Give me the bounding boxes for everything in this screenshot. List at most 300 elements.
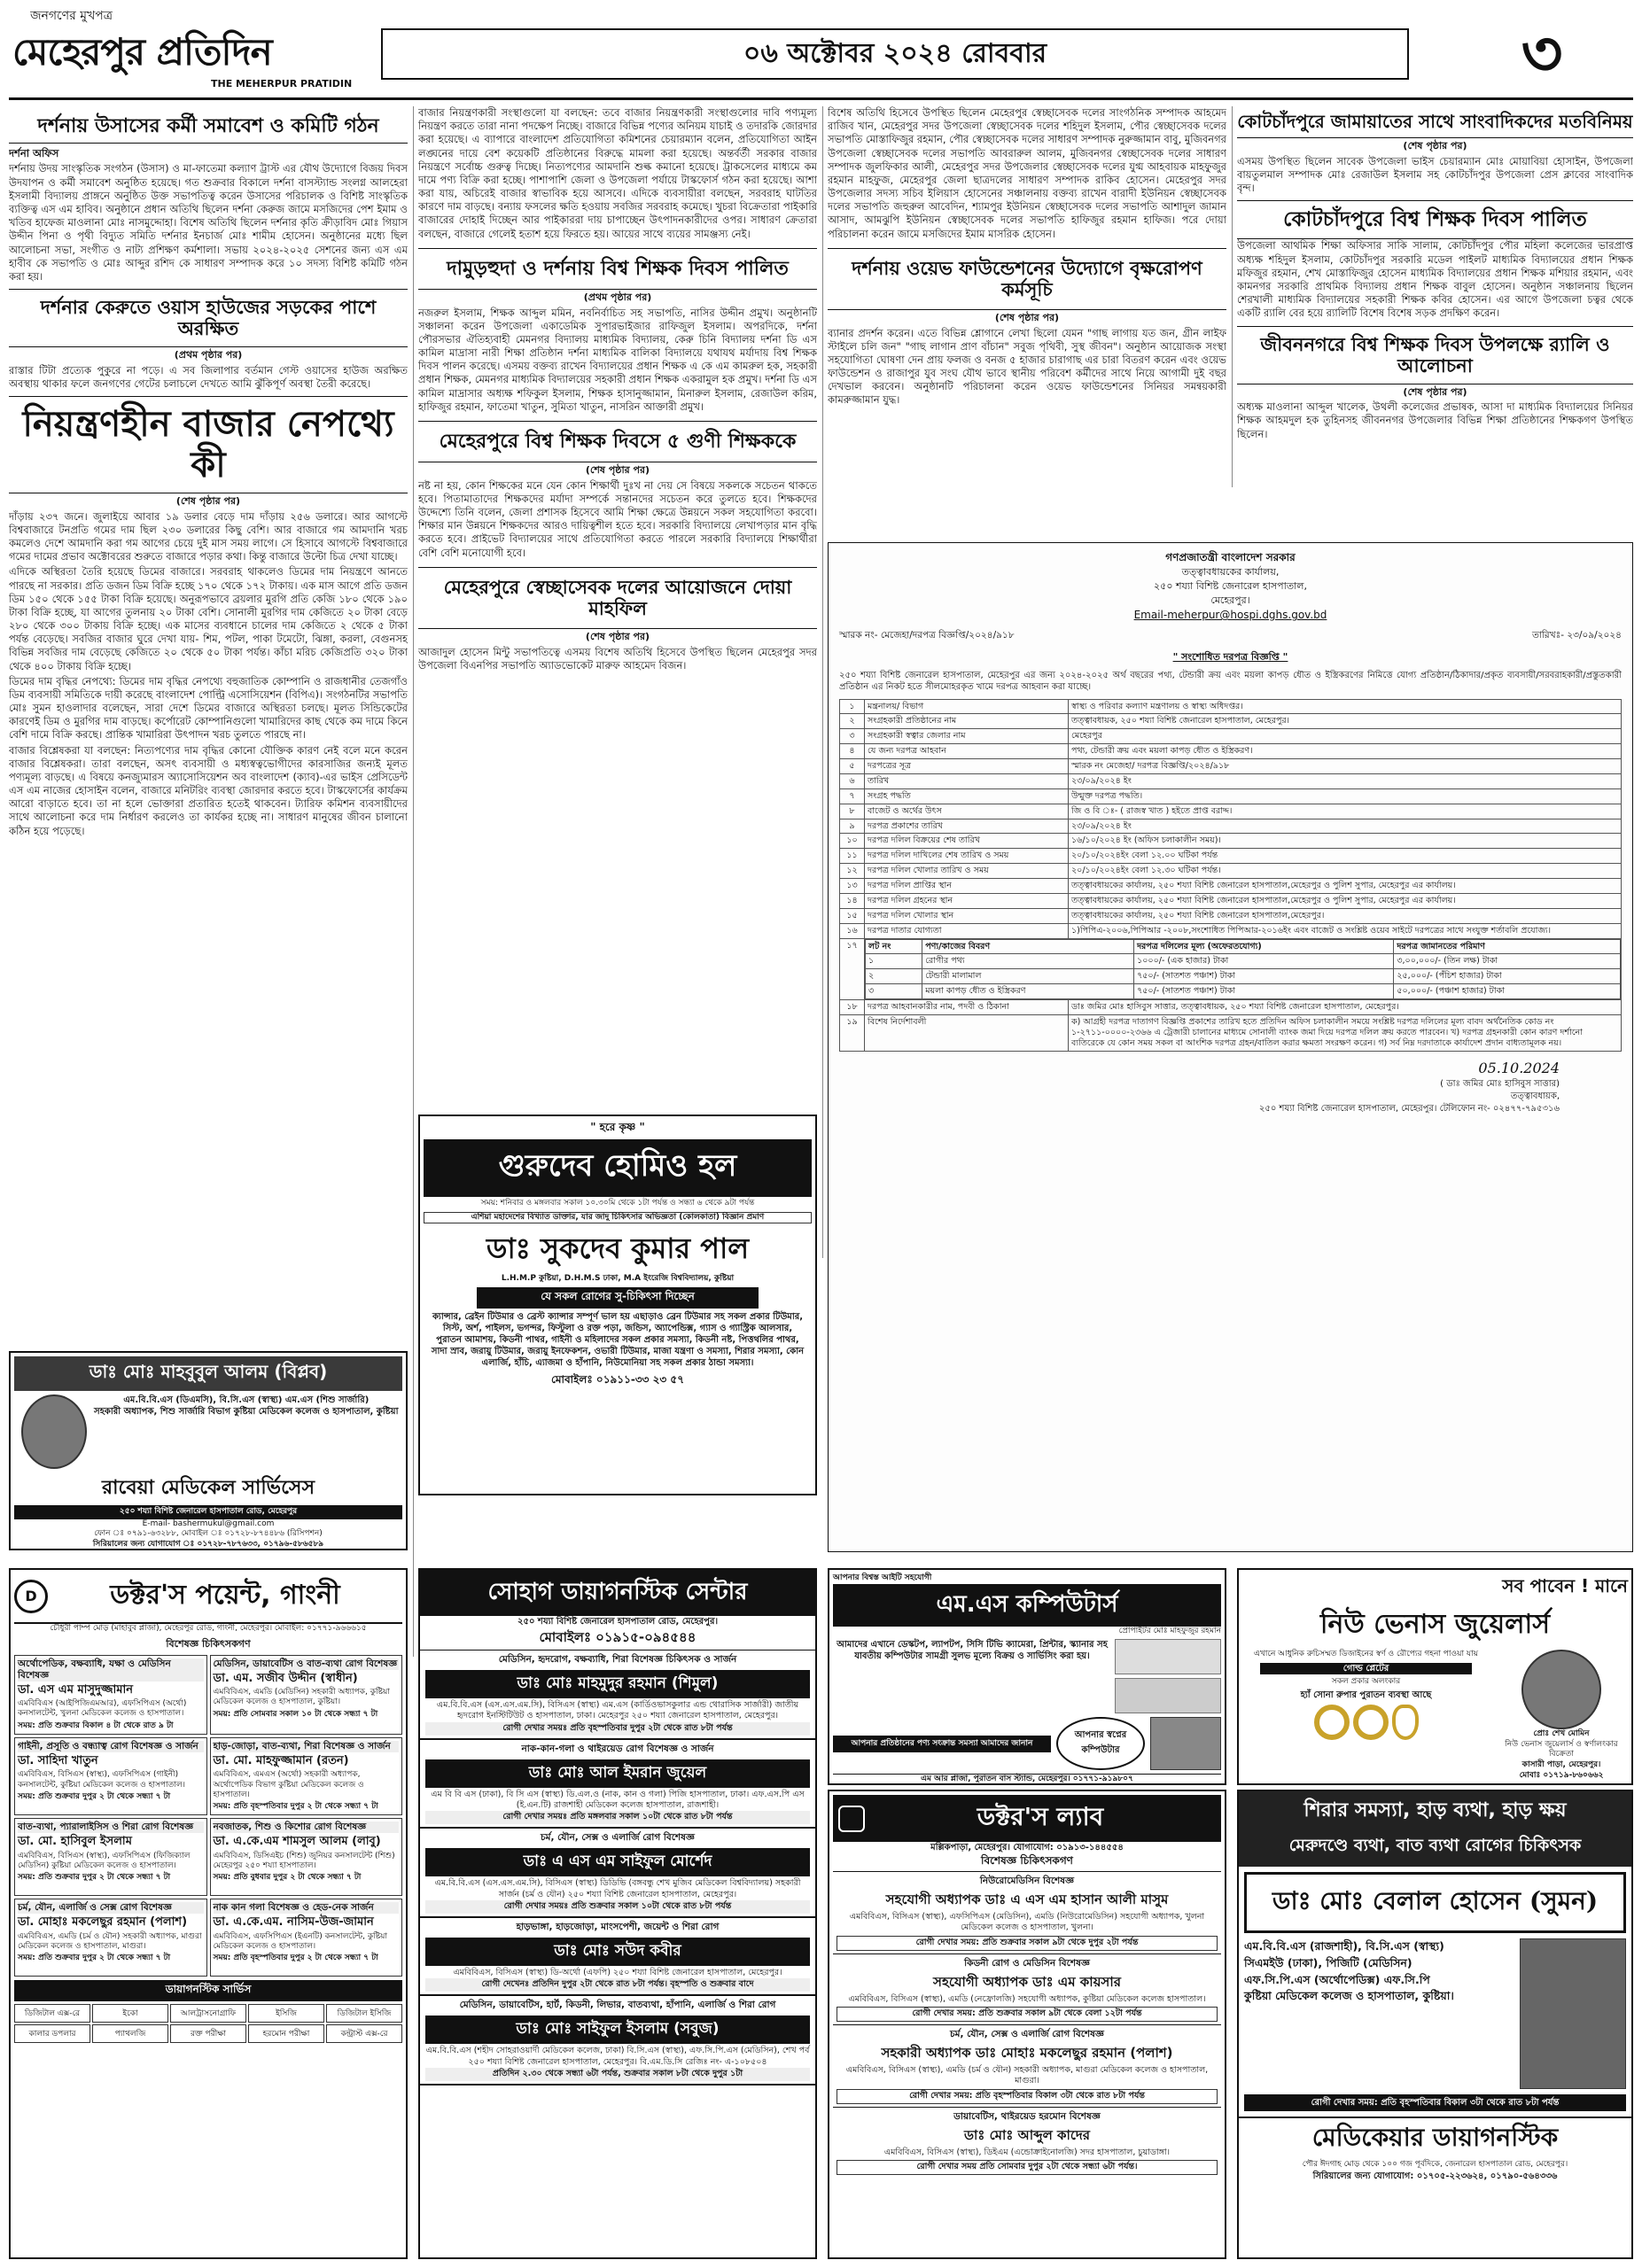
doctor-degree: এমবিবিএস, বিসিএস (স্বাস্থ্য), এফসিপিএস (গাইনী) কনসালটেন্ট, কুষ্টিয়া মেডিকেল কলেজ ও হাসপাতাল। bbox=[18, 1770, 185, 1790]
doctor-card bbox=[14, 1899, 207, 1977]
row-label: দরপত্র আহবানকারীর নাম, পদবী ও ঠিকানা bbox=[865, 1000, 1069, 1015]
table-row bbox=[840, 819, 1622, 834]
row-value: তত্ত্বাবধায়কের কার্যালয়, ২৫০ শয্যা বিশিষ্ট জেনারেল হাসপাতাল,মেহেরপুর। bbox=[1069, 908, 1622, 923]
doctor-timing: সময়: প্রতি শুক্রবার দুপুর ২ টা থেকে সন্ধ্যা ৭ টা bbox=[18, 1953, 171, 1963]
notice-intro: ২৫০ শয্যা বিশিষ্ট জেনারেল হাসপাতাল, মেহেরপুর এর জন্য ২০২৪-২০২৫ অর্থ বছরের পথ্য, টেন্ডারী ক্রয় এবং ময়লা কাপড় ধৌত ও ইস্ত্রিকরণের নিমিত্তে যোগ্য প্রতিষ্ঠান/ঠিকাদার/প্রকৃত ব্যবসায়ী/সরবরাহকারী/প্রস্তুতকারী প্রতিষ্ঠান এর নিকট হতে সীলমোহরকৃত খামে দরপত্র আহবান করা যাচ্ছে। bbox=[839, 670, 1622, 693]
ad-doctor-degree: L.H.M.P কুষ্টিয়া, D.H.M.S ঢাকা, M.A ইংরেজি বিশ্ববিদ্যালয়, কুষ্টিয়া bbox=[501, 1274, 735, 1284]
doctor-name: ডা. মো. মাহফুজ্জামান (রতন) bbox=[213, 1754, 349, 1768]
doctor-timing: সময়: প্রতি শুক্রবার দুপুর ২ টা থেকে সন্ধ্যা ৭ টা bbox=[18, 1873, 171, 1883]
row-value: পথ্য, টেন্ডারী ক্রয় এবং ময়লা কাপড় ধৌত ও ইস্ত্রিকরণ। bbox=[1069, 744, 1622, 759]
row-label: দরপত্র প্রকাশের তারিখ bbox=[865, 819, 1069, 834]
doctor-specialty: চর্ম, যৌন, সেক্স ও এলার্জি রোগ বিশেষজ্ঞ bbox=[950, 2029, 1104, 2040]
doctor-degree: এম.বি.বি.এস (এস.এস.এম.সি), বিসিএস (স্বাস্থ্য) এম.এস (কার্ডিওভাসকুলার এন্ড থোরাসিক সার্জারী) জাতীয় হৃদরোগ ইনস্টিটিউট ও হাসপাতাল, ঢাকা। মেহেরপুর ২৫০ শয্যা জেনারেল হাসপাতাল, মেহেরপুর। bbox=[436, 1700, 799, 1721]
row-label: যে জন্য দরপত্র আহবান bbox=[865, 744, 1069, 759]
notice-email[interactable]: Email-meherpur@hospi.dghs.gov.bd bbox=[1133, 609, 1327, 622]
ad-doctors-lab[interactable] bbox=[828, 1790, 1226, 2259]
tender-notice bbox=[828, 542, 1633, 1552]
table-row bbox=[840, 938, 1622, 1000]
doctor-card bbox=[420, 1996, 815, 2085]
doctors-point-logo-icon: D bbox=[14, 1580, 48, 1613]
table-cell: ৭৫০/- (সাতশত পঞ্চাশ) টাকা bbox=[1134, 984, 1394, 999]
table-cell: ৩,০০,০০০/- (তিন লক্ষ) টাকা bbox=[1394, 954, 1621, 969]
ad-subtitle: বিশেষজ্ঞ চিকিৎসকগণ bbox=[981, 1854, 1073, 1867]
row-number: ১ bbox=[840, 699, 865, 714]
row-value: তত্ত্বাবধায়কের কার্যালয়, ২৫০ শয্যা বিশিষ্ট জেনারেল হাসপাতাল,মেহেরপুর ও পুলিশ সুপার, মেহেরপুর এর কার্যালয়। bbox=[1069, 879, 1622, 894]
table-cell: ১ bbox=[866, 954, 922, 969]
article-body: রাস্তার টিটা প্রত্যেক পুকুরে না পড়ে। এ সব জিলাপার বর্তমান গেস্ট ওয়াসের হাউজ অরক্ষিত অবস্থায় থাকার ফলে জনগণের গেটের চলাচলে দেখতে আমি ঝুঁকিপূর্ণ অবস্থা তৈরী করেছে। bbox=[9, 363, 408, 390]
computer-icon bbox=[1150, 1717, 1221, 1770]
items-table bbox=[865, 939, 1621, 1000]
doctor-timing: রোগী দেখার সময়ঃ প্রতি শুক্রবার সকাল ১০টা থেকে রাত ৮টা পর্যন্ত bbox=[425, 1900, 810, 1914]
owner-photo bbox=[1521, 1650, 1601, 1729]
row-value: তত্ত্বাবধায়ক, ২৫০ শয্যা বিশিষ্ট জেনারেল হাসপাতাল, মেহেরপুর। bbox=[1069, 714, 1622, 729]
row-number: ৮ bbox=[840, 804, 865, 819]
table-row bbox=[866, 969, 1621, 984]
ad-description: এখানে আধুনিক রুচিসম্মত ডিজাইনের স্বর্ণ ও রৌপ্যের গহনা পাওয়া যায় bbox=[1253, 1650, 1479, 1658]
row-number: ৬ bbox=[840, 773, 865, 788]
headline-kotchandpur-teachers-day[interactable]: কোটচাঁদপুরে বিশ্ব শিক্ষক দিবস পালিত bbox=[1237, 200, 1633, 239]
table-cell: ২ bbox=[866, 969, 922, 984]
column-3 bbox=[828, 106, 1226, 540]
row-label: দরপত্র দলিল খোলার তারিখ ও সময় bbox=[865, 864, 1069, 879]
article-body: নজরুল ইসলাম, শিক্ষক আব্দুল মমিন, নবনির্বাচিত সহ সভাপতি, নাসির উদ্দীন প্রমুখ। অনুষ্ঠানটি সঞ্চালনা করেন উপজেলা একাডেমিক সুপারভাইজার রাফিজুল ইসলাম। অপরদিকে, দর্শনা পৌরসভার ঐতিহ্যবাহী মেমনগর বিদ্যালয় মাধ্যমিক বিদ্যালয়, কেরু চিনি বিদ্যালয় দর্শনা ডি এস কামিল মাদ্রাসা নারী শিক্ষা প্রতিষ্ঠান দর্শনা মাধ্যমিক বালিকা বিদ্যালয়ে যথাযথ মর্যাদায় বিশ্ব শিক্ষক দিবস পালন করেছে। এসময় বক্তব্য রাখেন বিদ্যালয়ের প্রধান শিক্ষক এ কে এম কামরুল হক, সহকারী প্রধান শিক্ষক, মেমনগর মাধ্যমিক বিদ্যালয়ের সহকারী প্রধান শিক্ষক একরামুল হক প্রমুখ। দর্শনা ডি এস কামিল মাদ্রাসার অধ্যক্ষ শফিকুল ইসলাম, শিক্ষক হাসানুজ্জামান, মিনারুল ইসলাম, রেজাউল করিম, হাফিজুর রহমান, ফাতেমা খাতুন, সুমিতা খাতুন, নাসরিন আক্তারী প্রমুখ। bbox=[418, 306, 817, 413]
column-header: দরপত্র জামানতের পরিমাণ bbox=[1394, 939, 1621, 954]
table-cell: রোগীর পথ্য bbox=[922, 954, 1134, 969]
doctor-timing: সময়: প্রতি শুক্রবার দুপুর ২ টা থেকে সন্ধ্যা ৭ টা bbox=[18, 1791, 171, 1801]
notice-memo-no: স্মারক নং- মেজেহা/দরপত্র বিজ্ঞপ্তি/২০২৪/৯১৮ bbox=[839, 629, 1015, 641]
diagnostic-heading: ডায়াগনস্টিক সার্ভিস bbox=[14, 1980, 402, 2001]
ad-description: আমাদের এখানে ডেস্কটপ, ল্যাপটপ, সিসি টিভি ক্যামেরা, প্রিন্টার, স্ক্যানার সহ যাবতীয় কম্পিউটার সামগ্রী সুলভ মূল্যে বিক্রয় ও সার্ভিসিং করা হয়। bbox=[837, 1640, 1108, 1662]
ad-address: এম আর প্লাজা, পুরাতন বাস স্ট্যান্ড, মেহেরপুর। ০১৭৭১-৯১৯৮০৭ bbox=[833, 1774, 1221, 1785]
doctor-specialty: মেডিসিন, হৃদরোগ, বক্ষব্যাধি, শিরা বিশেষজ্ঞ চিকিৎসক ও সার্জন bbox=[498, 1654, 737, 1665]
doctor-specialty: কিডনী রোগ ও মেডিসিন বিশেষজ্ঞ bbox=[964, 1957, 1090, 1969]
doctor-degree: এমবিবিএস, এমডি (মেডিসিন) সহকারী অধ্যাপক, কুষ্টিয়া মেডিকেল কলেজ ও হাসপাতাল, কুষ্টিয়া। bbox=[213, 1688, 390, 1707]
ad-business-name: ডক্টর'স পয়েন্ট, গাংনী bbox=[110, 1580, 340, 1611]
row-label: দরপত্র দলিল খোলার স্থান bbox=[865, 908, 1069, 923]
masthead-tagline: জনগণের মুখপত্র bbox=[30, 9, 113, 23]
product-icons bbox=[1115, 1639, 1221, 1713]
row-number: ৯ bbox=[840, 819, 865, 834]
doctor-timing: রোগী দেখার সময়ঃ প্রতি বৃহস্পতিবার দুপুর ২টা থেকে রাত ৮টা পর্যন্ত bbox=[425, 1722, 810, 1736]
doctor-specialty: হাড়ভাঙ্গা, হাড়জোড়া, মাংসপেশী, জয়েন্ট ও শিরা রোগ bbox=[516, 1922, 720, 1933]
doctor-card bbox=[210, 1737, 403, 1815]
column-divider bbox=[413, 106, 414, 1657]
doctor-specialty: হাড়-জোড়া, বাত-ব্যথা, শিরা বিশেষজ্ঞ ও সার্জন bbox=[214, 1741, 400, 1752]
bangle-icon bbox=[1314, 1705, 1350, 1740]
ad-center-name: মেডিকেয়ার ডায়াগনস্টিক bbox=[1239, 2117, 1631, 2160]
ad-subheadline: মেরুদণ্ডে ব্যথা, বাত ব্যথা রোগের চিকিৎসক bbox=[1239, 1831, 1631, 1867]
table-row bbox=[840, 804, 1622, 819]
diagnostic-item: রক্ত পরীক্ষা bbox=[170, 2024, 246, 2043]
doctor-timing: রোগী দেখার সময়: প্রতি বৃহস্পতিবার বিকাল ৩টা থেকে রাত ৮টা পর্যন্ত bbox=[837, 2089, 1218, 2104]
row-value: স্বাস্থ্য ও পরিবার কল্যাণ মন্ত্রণালয় ও স্বাস্থ্য অধিদপ্তর। bbox=[1069, 699, 1622, 714]
article-body: দর্শনায় উদয় সাংস্কৃতিক সংগঠন (উসাস) ও মা-ফাতেমা কল্যাণ ট্রাস্ট এর যৌথ উদ্যোগে বিজয় দিবস উদযাপন ও কর্মী সমাবেশ অনুষ্ঠিত হয়েছে। গত শুক্রবার বিকালে দর্শনা বাসস্ট্যান্ড সংলগ্ন আলহেরা ইসলামী বিদ্যালয় প্রাঙ্গনে অনুষ্ঠিত উক্ত সভাপতিত্ব করেন উসাসের পরিচালক ও বিশিষ্ট সাংস্কৃতিক ব্যক্তিত্ব এস এম হাবিব। অনুষ্ঠানে প্রধান অতিথি ছিলেন দর্শনা কেরুজ জামে মসজিদের পেশ ইমাম ও খতিব হাফেজ মাওলানা মোঃ নাসমুদ্দোহা। বিশেষ অতিথি ছিলেন দর্শনার কৃতি ক্রীড়াবিদ মোঃ গিয়াস উদ্দীন পিনা ও পৃথী বিদ্যুত সমিতি দর্শনার ইনচার্জ মোঃ শামীম হোসেন। অনুষ্ঠানের মধ্যে ছিল আলোচনা সভা, সংগীত ও নাট্য প্রশিক্ষণ কর্মশালা। সভায় ২০২৪-২০২৫ সেশনের জন্য এস এম হাবীব কে সভাপতি ও মোঃ আব্দুর রশিদ কে সাধারণ সম্পাদক করে ১০ সদস্য বিশিষ্ট কমিটি গঠন করা হয়। bbox=[9, 162, 408, 283]
ad-ms-computers[interactable] bbox=[828, 1568, 1226, 1785]
table-row bbox=[840, 699, 1622, 714]
doctors-lab-logo-icon bbox=[838, 1806, 865, 1832]
column-4 bbox=[1237, 106, 1633, 496]
ad-subtitle: বিশেষজ্ঞ চিকিৎসকগণ bbox=[166, 1637, 251, 1650]
doctor-name: ডা. এস এম মাসুদুজ্জামান bbox=[18, 1682, 134, 1697]
headline-doa-mahfil[interactable]: মেহেরপুরে স্বেচ্ছাসেবক দলের আয়োজনে দোয়া মাহফিল bbox=[418, 567, 817, 629]
ad-business-name: নিউ ভেনাস জুয়েলার্স bbox=[1319, 1609, 1551, 1640]
table-row bbox=[840, 879, 1622, 894]
headline-keru-wash[interactable]: দর্শনার কেরুতে ওয়াস হাউজের সড়কের পাশে অরক্ষিত bbox=[9, 289, 408, 347]
table-row bbox=[840, 714, 1622, 729]
column-header: পণ্য/কাজের বিবরণ bbox=[922, 939, 1134, 954]
table-row bbox=[840, 744, 1622, 759]
ad-doctors-point[interactable] bbox=[9, 1568, 408, 2259]
row-label: তারিখ bbox=[865, 773, 1069, 788]
notice-title: " সংশোধিত দরপত্র বিজ্ঞপ্তি " bbox=[1172, 650, 1288, 663]
doctor-card bbox=[420, 1651, 815, 1740]
row-value: ১৬/১০/২০২৪ ইং (অফিস চলাকালীন সময়)। bbox=[1069, 834, 1622, 849]
doctor-photo bbox=[1520, 1938, 1626, 2089]
doctor-specialty: নাক কান গলা বিশেষজ্ঞ ও হেড-নেক সার্জন bbox=[214, 1902, 400, 1914]
headline-usas[interactable]: দর্শনায় উসাসের কর্মী সমাবেশ ও কমিটি গঠন bbox=[9, 106, 408, 144]
issue-date: ০৬ অক্টোবর ২০২৪ রোববার bbox=[381, 28, 1409, 80]
row-label: দরপত্র দলিল প্রাপ্তির স্থান bbox=[865, 879, 1069, 894]
doctor-card bbox=[210, 1899, 403, 1977]
table-row bbox=[840, 849, 1622, 864]
doctor-specialty: নবজাতক, শিশু ও কিশোর রোগ বিশেষজ্ঞ bbox=[214, 1821, 400, 1833]
table-cell: ১০০০/- (এক হাজার) টাকা bbox=[1134, 954, 1394, 969]
table-row bbox=[840, 908, 1622, 923]
row-number: ১৯ bbox=[840, 1014, 865, 1051]
ad-phone[interactable]: ফোন ঃ ০৭৯১-৬৩২৮৮, মোবাইল ঃ ০১৭২৮-৮৭৪৪৮৬ (রিসিপশন) bbox=[94, 1529, 323, 1539]
table-cell: ২৫,০০০/- (পঁচিশ হাজার) টাকা bbox=[1394, 969, 1621, 984]
cctv-camera-icon bbox=[1115, 1639, 1221, 1674]
row-value: ২৩/০৯/২০২৪ ইং bbox=[1069, 819, 1622, 834]
doctor-timing: প্রতিদিন ২.৩০ থেকে সন্ধ্যা ৬টা পর্যন্ত, শুক্রবার সকাল ৮টা থেকে দুপুর ১টা bbox=[425, 2068, 810, 2081]
ad-serial[interactable]: সিরিয়ালের জন্য যোগাযোগ: ০১৭০৫-২২৩৬২৪, ০১৭৯০-৫৬৪৩৩৬ bbox=[1312, 2171, 1558, 2181]
column-divider bbox=[1232, 106, 1233, 487]
notice-table bbox=[839, 699, 1622, 1052]
ad-address: মল্লিকপাড়া, মেহেরপুর। যোগাযোগ: ০১৯১৩-১৪৪৫৫৪ bbox=[930, 1843, 1124, 1852]
doctor-degree: এমবিবিএস, এমডি (চর্ম ও যৌন) সহকারী অধ্যাপক, মাগুরা মেডিকেল কলেজ ও হাসপাতাল, মাগুরা। bbox=[18, 1931, 202, 1951]
table-row bbox=[840, 893, 1622, 908]
table-cell: টেন্ডারী মালামাল bbox=[922, 969, 1134, 984]
ad-badge: আপনার প্রতিষ্ঠানের পণ্য সংক্রান্ত সমস্যা আমাদের জানান bbox=[833, 1736, 1051, 1753]
row-number: ১৭ bbox=[840, 938, 865, 1000]
doctor-specialty: চর্ম, যৌন, সেক্স ও এলার্জি রোগ বিশেষজ্ঞ bbox=[541, 1832, 695, 1844]
ad-owner-name: প্রোঃ শেখ মোমিন bbox=[1533, 1729, 1590, 1738]
column-divider bbox=[822, 106, 823, 1258]
jewellery-icons bbox=[1242, 1705, 1490, 1740]
row-number: ২ bbox=[840, 714, 865, 729]
earring-icon bbox=[1392, 1705, 1419, 1740]
ad-tagline: আপনার বিশ্বস্ত আইটি সহযোগী bbox=[833, 1573, 932, 1582]
row-label: দরপত্র দাতার যোগ্যতা bbox=[865, 923, 1069, 938]
doctor-name: ডাঃ মোঃ সাইফুল ইসলাম (সবুজ) bbox=[425, 2016, 810, 2044]
doctor-card bbox=[14, 1818, 207, 1896]
ad-gurudev-homeo[interactable] bbox=[418, 1115, 817, 1495]
ad-timing: সময়: শনিবার ও মঙ্গলবার সকাল ১০.৩০মি থেকে ১টা পর্যন্ত ও সন্ধ্যা ৬ থেকে ৯টা পর্যন্ত bbox=[480, 1199, 755, 1208]
ad-doctor-degree: এম.বি.বি.এস (ডিএমসি), বি.সি.এস (স্বাস্থ্য) এম.এস (শিশু সার্জারি) bbox=[123, 1395, 370, 1405]
ad-address: পৌর ঈদগাহ মোড় থেকে ১০০ গজ পূর্বদিকে, জেনারেল হাসপাতাল রোড, মেহেরপুর। bbox=[1302, 2160, 1568, 2169]
doctor-specialty: বাত-ব্যথা, প্যারালাইসিস ও শিরা রোগ বিশেষজ্ঞ bbox=[18, 1821, 204, 1833]
doctors-grid bbox=[14, 1655, 402, 1977]
doctor-name: ডাঃ এ এস এম সাইফুল মোর্শেদ bbox=[425, 1848, 810, 1876]
article-body: বাজার বিশ্লেষকরা যা বলছেন: নিত্যপণ্যের দাম বৃদ্ধির কোনো যৌক্তিক কারণ নেই বলে মনে করেন বাজার বিশ্লেষকরা। তারা বলছেন, অসৎ ব্যবসায়ী ও মধ্যস্বত্বভোগীদের কারসাজির জন্যই মূলত পণ্যমূল্য বাড়ছে। এ বিষয়ে কনজ্যুমারস অ্যাসোসিয়েশন অব বাংলাদেশ (ক্যাব)-এর ভাইস প্রেসিডেন্ট এস এম নাজের হোসাইন বলেন, বাজারে মনিটরিং ব্যবস্থা জোরদার করতে হবে। টাস্কফোর্সের কার্যক্রম আরো বাড়াতে হবে। তা না হলে ভোক্তারা প্রতারিত হতেই থাকবেন। ট্যারিফ কমিশন ব্যবসায়ীদের সাথে আলোচনা করে দাম নির্ধারণ করলেও তা কার্যকর হচ্ছে না। সাধারণ মানুষের জীবন চালানো কঠিন হয়ে পড়েছে। bbox=[9, 743, 408, 837]
continuation-note: (শেষ পৃষ্ঠার পর) bbox=[585, 631, 650, 643]
items-header bbox=[866, 939, 1621, 954]
notice-office: তত্ত্বাবধায়কের কার্যালয়, bbox=[1181, 566, 1280, 579]
ad-doctor-name: ডাঃ মোঃ বেলাল হোসেন (সুমন) bbox=[1244, 1872, 1626, 1933]
row-label: মন্ত্রনালয়/ বিভাগ bbox=[865, 699, 1069, 714]
ad-address: কাসারী পাড়া, মেহেরপুর। bbox=[1521, 1760, 1601, 1770]
dateline: দর্শনা অফিস bbox=[9, 147, 59, 160]
row-value: ডাঃ জমির মোঃ হাসিবুস সাত্তার, তত্ত্বাবধায়ক, ২৫০ শয্যা বিশিষ্ট জেনারেল হাসপাতাল, মেহেরপুর। bbox=[1069, 1000, 1622, 1015]
doctor-name: ডা. এম. সজীব উদ্দীন (স্বাধীন) bbox=[213, 1671, 358, 1685]
row-value: তত্ত্বাবধায়কের কার্যালয়, ২৫০ শয্যা বিশিষ্ট জেনারেল হাসপাতাল,মেহেরপুর ও পুলিশ সুপার, মেহেরপুর এর কার্যালয়। bbox=[1069, 893, 1622, 908]
page-number: ৩ bbox=[1521, 16, 1563, 90]
ad-phone[interactable]: মোবাইলঃ ০১৯১৫-০৯৪৫৪৪ bbox=[420, 1627, 815, 1651]
ad-phone[interactable]: মোবাইলঃ ০১৯১১-৩৩ ২৩ ৫৭ bbox=[550, 1373, 684, 1386]
row-number: ৪ bbox=[840, 744, 865, 759]
row-value: ২০/১০/২০২৪ইং বেলা ১২.৩০ ঘটিকা পর্যন্ত। bbox=[1069, 864, 1622, 879]
table-row bbox=[840, 923, 1622, 938]
doctor-timing: রোগী দেখেনঃ প্রতিদিন দুপুর ২টা থেকে রাত ৮টা পর্যন্ত। বৃহস্পতি ও শুক্রবার বাদে bbox=[425, 1978, 810, 1992]
signatory-title: তত্ত্বাবধায়ক, bbox=[1510, 1091, 1560, 1101]
table-cell: ৫০,০০০/- (পঞ্চাশ হাজার) টাকা bbox=[1394, 984, 1621, 999]
doctor-timing: সময়: প্রতি বৃহস্পতিবার দুপুর ২ টা থেকে সন্ধ্যা ৭ টা bbox=[213, 1802, 378, 1812]
notice-memo-date: তারিখঃ- ২৩/০৯/২০২৪ bbox=[1532, 629, 1622, 641]
headline-meherpur-teachers[interactable]: মেহেরপুরে বিশ্ব শিক্ষক দিবসে ৫ গুণী শিক্ষককে bbox=[418, 421, 817, 462]
table-row bbox=[840, 759, 1622, 774]
ad-new-venus-jewellers[interactable] bbox=[1237, 1568, 1633, 1785]
ad-medicare-diagnostic[interactable] bbox=[1237, 1790, 1633, 2259]
table-row bbox=[866, 954, 1621, 969]
doctor-name: ডা. মো. হাসিবুল ইসলাম bbox=[18, 1835, 132, 1849]
doctor-name: ডা. সাহিদা খাতুন bbox=[18, 1754, 98, 1768]
diagnostic-item: হরমোন পরীক্ষা bbox=[248, 2024, 324, 2043]
row-value: জি ও বি ঃ- ( রাজস্ব খাত ) হইতে প্রাপ্ত বরাদ্দ। bbox=[1069, 804, 1622, 819]
ad-sohag-diagnostic[interactable] bbox=[418, 1568, 817, 2259]
doctor-timing: সময়: প্রতি সোমবার সকাল ১০ টা থেকে সন্ধ্যা ৭ টা bbox=[213, 1709, 378, 1719]
article-body: ডিমের দাম বৃদ্ধির নেপথ্যে: ডিমের দাম বৃদ্ধির নেপথ্যে বহুজাতিক কোম্পানি ও রাজধানীর তেজগাঁও ডিম ব্যবসায়ী সমিতিকে দায়ী করেছে বাংলাদেশ পোল্ট্রি এসোসিয়েশন (বিপিএ)। সংগঠনটির সভাপতি মোঃ সুমন হাওলাদার বলেছেন, সারা দেশে ডিমের বাজারে অস্থিরতা চলছে। মূলত সিন্ডিকেটের কারণেই ডিম ও মুরগির দাম বাড়ছে। কর্পোরেট কোম্পানিগুলো খামারিদের কাছ থেকে কম দামে কিনে বেশি দামে বিক্রি করছে। প্রান্তিক খামারিরা উৎপাদন খরচ তুলতে পারছে না। bbox=[9, 674, 408, 742]
row-label: দরপত্র দলিল দাখিলের শেষ তারিখ ও সময় bbox=[865, 849, 1069, 864]
signatory-name: ( ডাঃ জমির মোঃ হাসিবুস সাত্তার) bbox=[1440, 1078, 1560, 1089]
ad-claim: এশিয়া মহাদেশের বিখ্যাত ডাক্তার, যার জাদু চিকিৎসার অভিজ্ঞতা (কোলকাতা) বিজ্ঞান প্রমাণ bbox=[424, 1212, 812, 1224]
ad-specialties-heading: যে সকল রোগের সু-চিকিৎসা দিচ্ছেন bbox=[477, 1287, 759, 1309]
doctor-degree: এমবিবিএস, এফসিপিএস (ইএনটি) কনসালটেন্ট, কুষ্টিয়া মেডিকেল কলেজ ও হাসপাতাল। bbox=[213, 1931, 387, 1951]
doctor-card bbox=[210, 1655, 403, 1735]
doctor-photo bbox=[21, 1394, 87, 1469]
doctor-name: ডাঃ মোঃ সউদ কবীর bbox=[425, 1938, 810, 1966]
ad-address: চৌধুরী পাম্প মোড় (মাহাবুব প্লাজা), মেহেরপুর রোড, গাংনী, মেহেরপুর। মোবাইল: ০১৭৭১-৯৬৬৬১৫ bbox=[50, 1624, 367, 1633]
ad-doctor-degree: এফ.সি.পি.এস (অর্থোপেডিক্স) এফ.সি.পি bbox=[1244, 1972, 1430, 1986]
doctor-card bbox=[833, 1871, 1221, 1953]
continuation-note: (শেষ পৃষ্ঠার পর) bbox=[1403, 140, 1467, 151]
doctor-card bbox=[14, 1655, 207, 1735]
doctor-specialty: নাক-কান-গলা ও থাইরয়েড রোগ বিশেষজ্ঞ ও সার্জন bbox=[521, 1743, 714, 1754]
article-body: বিশেষ অতিথি হিসেবে উপস্থিত ছিলেন মেহেরপুর স্বেচ্ছাসেবক দলের সাংগঠনিক সম্পাদক আহমেদ রাজিব খান, মেহেরপুর সদর উপজেলা স্বেচ্ছাসেবক দলের শহিদুল ইসলাম, পৌর স্বেচ্ছাসেবক দলের সভাপতি মোস্তাফিজুর রহমান, পৌর স্বেচ্ছাসেবক দলের সাধারণ সম্পাদক নুরুজ্জামান বাবু, মুজিবনগর উপজেলা স্বেচ্ছাসেবক দলের সভাপতি আবরারুল আলম, মুজিবনগর স্বেচ্ছাসেবক দলের সাধারণ সম্পাদক জুলফিকার আলী, মেহেরপুর সদর উপজেলার স্বেচ্ছাসেবক দলের যুগ্ম আহবায়ক মাহফুজুর রহমান মাহফুজ, মেহেরপুর জেলা ছাত্রদলের সাধারণ সম্পাদক রাকিব হোসেন। মেহেরপুর সদর উপজেলার সদস্য সচিব ইলিয়াস হোসেনের সঞ্চালনায় বক্তব্য রাখেন বারাদী ইউনিয়ন স্বেচ্ছাসেবক দলের সভাপতি জহুরুল আবেদিন, শ্যামপুর ইউনিয়ন স্বেচ্ছাসেবক দলের সভাপতি আশাদুল জামান আসাদ, আমঝুপি ইউনিয়ন স্বেচ্ছাসেবক দলের সভাপতি হাফিজুর রহমান হাফিজ। পরে দোয়া পরিচালনা করেন জামে মসজিদের ইমাম মাসরিক হোসেন। bbox=[828, 106, 1226, 240]
article-body: অধ্যক্ষ মাওলানা আব্দুল খালেক, উথলী কলেজের প্রভাষক, আসা দা মাধ্যমিক বিদ্যালয়ের সিনিয়র শিক্ষক আহমদুল হক তুহিনসহ জীবননগর উপজেলার বিভিন্ন শিক্ষা প্রতিষ্ঠানের শিক্ষকগণ উপস্থিত ছিলেন। bbox=[1237, 400, 1633, 440]
doctor-degree: এম বি বি এস (ঢাকা), বি সি এস (স্বাস্থ্য) ডি.এল.ও (নাক, কান ও গলা) পিজি হাসপাতাল, ঢাকা। এফ.এস.পি এস (ই.এন.টি) রাজশাহী মেডিকেল কলেজ হাসপাতাল, রাজশাহী। bbox=[431, 1789, 805, 1811]
headline-uncontrolled-market[interactable]: নিয়ন্ত্রণহীন বাজার নেপথ্যে কী bbox=[9, 396, 408, 493]
continuation-note: (শেষ পৃষ্ঠার পর) bbox=[585, 464, 650, 477]
doctor-name: ডা. এ.কে.এম. নাসিম-উজ-জামান bbox=[213, 1915, 374, 1930]
diagnostic-item: ইসিজি bbox=[248, 2004, 324, 2023]
ad-tagline: সব পাবেন ! মানে bbox=[1502, 1575, 1628, 1596]
diagnostic-item: ডিজিটাল এক্স-রে bbox=[14, 2004, 90, 2023]
ad-offer: হ্যাঁ সোনা রুপার পুরাতন ব্যবস্থা আছে bbox=[1300, 1690, 1432, 1701]
doctor-timing: রোগী দেখার সময়ঃ প্রতি মঙ্গলবার সকাল ১০টা থেকে রাত ৮টা পর্যন্ত bbox=[425, 1811, 810, 1824]
doctor-degree: এমবিবিএস, বিসিএস (স্বাস্থ্য), এমডি (চর্ম ও যৌন) সহকারী অধ্যাপক, মাগুরা মেডিকেল কলেজ ও হাসপাতাল, মাগুরা। bbox=[845, 2065, 1209, 2086]
table-row bbox=[840, 773, 1622, 788]
continuation-note: (শেষ পৃষ্ঠার পর) bbox=[175, 495, 241, 508]
table-row bbox=[840, 788, 1622, 804]
continuation-note: (প্রথম পৃষ্ঠার পর) bbox=[174, 349, 243, 361]
doctor-degree: এমবিবিএস, বিসিএস (স্বাস্থ্য), এফসিপিএস (ফিজিক্যাল মেডিসিন) কুষ্টিয়া মেডিকেল কলেজ ও হাসপাতাল। bbox=[18, 1851, 191, 1870]
notice-memo-row bbox=[839, 629, 1622, 644]
ad-specialties-list: ক্যান্সার, ব্রেইন টিউমার ও ব্রেস্ট ক্যান্সার সম্পূর্ণ ভাল হয় এছাড়াও ব্রেন টিউমার সহ সকল প্রকার টিউমার, সিস্ট, অর্শ, পাইলস, ভগন্দর, ফিস্টুলা ও রক্ত পড়া, জন্ডিস, অ্যাপেন্ডিক্স, গ্যাস ও গ্যাস্ট্রিক আলসার, পুরাতন আমাশয়, কিডনী পাথর, গাইনী ও মহিলাদের সকল প্রকার সমস্যা, কিডনী নষ্ট, পিত্তথলির পাথর, সাদা স্রাব, জরায়ু টিউমার, জরায়ু ইনফেকশন, ওভারী টিউমার, মাজা যন্ত্রণা ও সমস্যা, শিরার সমস্যা, কোন এলার্জি, হাঁচি, এ্যাজমা ও হাঁপানি, নিউমোনিয়া সহ সকল প্রকার ঠান্ডা সমস্যা। bbox=[431, 1312, 805, 1369]
headline-damurhuda-teachers-day[interactable]: দামুড়হুদা ও দর্শনায় বিশ্ব শিক্ষক দিবস পালিত bbox=[418, 248, 817, 290]
ad-email[interactable]: E-mail- bashermukul@gmail.com bbox=[142, 1518, 275, 1528]
headline-kotchandpur-jamaat[interactable]: কোটচাঁদপুরে জামায়াতের সাথে সাংবাদিকদের মতবিনিময় bbox=[1237, 106, 1633, 138]
article-body: দাঁড়ায় ২৩৭ জনে। জুলাইয়ে আবার ১৯ ডলার বেড়ে দাম দাঁড়ায় ২৫৬ ডলারে। আর আগস্টে বিশ্ববাজারে টনপ্রতি গমের দাম ছিল ২৩০ ডলারের কিছু বেশি। আর বাজারে গম আমদানি খরচ কমলেও দেশে আমদানি করা গম আগের চেয়ে দুই মাস সময় লাগে। সে হিসাবে আগস্টে বিশ্ববাজারে গমের দামের প্রভাব অক্টোবরের শুরুতে বাজারে পড়ার কথা। কিন্তু বাজারে উল্টো চিত্র দেখা যাচ্ছে। bbox=[9, 509, 408, 563]
row-value: ২০/১০/২০২৪ইং বেলা ১২.০০ ঘটিকা পর্যন্ত bbox=[1069, 849, 1622, 864]
ad-badge-circle: আপনার স্বপ্নের কম্পিউটার bbox=[1056, 1717, 1145, 1770]
row-label: দরপত্র দলিল গ্রহনের স্থান bbox=[865, 893, 1069, 908]
row-number: ১২ bbox=[840, 864, 865, 879]
doctor-timing: সময়: প্রতি শুক্রবার বিকাল ৪ টা থেকে রাত ৯ টা bbox=[18, 1720, 174, 1730]
signatory-org: ২৫০ শয্যা বিশিষ্ট জেনারেল হাসপাতাল, মেহেরপুর। টেলিফোন নং- ০২৪৭৭-৭৯৫৩১৬ bbox=[1258, 1103, 1560, 1114]
row-number: ১৬ bbox=[840, 923, 865, 938]
printer-icon bbox=[1115, 1678, 1221, 1713]
ad-business-name: গুরুদেব হোমিও হল bbox=[424, 1139, 812, 1197]
doctor-card bbox=[14, 1737, 207, 1815]
row-number: ১৫ bbox=[840, 908, 865, 923]
row-number: ৩ bbox=[840, 729, 865, 744]
row-value: ২৩/০৯/২০২৪ ইং bbox=[1069, 773, 1622, 788]
doctor-card bbox=[420, 1740, 815, 1829]
row-label: সংগ্রহ পদ্ধতি bbox=[865, 788, 1069, 804]
headline-jibannagar-rally[interactable]: জীবননগরে বিশ্ব শিক্ষক দিবস উপলক্ষে র‍্যালি ও আলোচনা bbox=[1237, 326, 1633, 384]
ad-timing: রোগী দেখার সময়: প্রতি বৃহস্পতিবার বিকাল ৩টা থেকে রাত ৮টা পর্যন্ত bbox=[1244, 2094, 1626, 2111]
headline-wave-tree-plantation[interactable]: দর্শনায় ওয়েভ ফাউন্ডেশনের উদ্যোগে বৃক্ষরোপণ কর্মসূচি bbox=[828, 248, 1226, 310]
doctor-specialty: ডায়াবেটিস, থাইরয়েড হরমোন বিশেষজ্ঞ bbox=[953, 2110, 1101, 2122]
article-body: ব্যানার প্রদর্শন করেন। এতে বিভিন্ন শ্লোগানে লেখা ছিলো যেমন "গাছ লাগায় যত জন, গ্রীন লাইফ স্টাইলে চলি জন" "গাছ লাগান প্রাণ বাঁচান" সবুজ পৃথিবী, সুস্থ জীবন"। অনুষ্ঠান আয়োজক সংস্থা সহযোগিতা ঘোষণা দেন প্রায় ফলজ ও বনজ ৫ হাজার চারাগাছ এর চারা বিতরণ করেন এবং ওয়েভ ফাউন্ডেশন ও রাজাপুর যুব সংঘ যৌথ ভাবে স্থানীয় পরিবেশ কর্মীদের সাথে নিয়ে আগামী দুই বছর দেখভাল করবেন। অনুষ্ঠানটি পরিচালনা করেন ওয়েভ ফাউন্ডেশনের সিনিয়র সমন্বয়কারী কামরুজ্জামান যুদ্ধ। bbox=[828, 326, 1226, 407]
table-row bbox=[840, 1014, 1622, 1051]
ad-doctor-degree: সিএমইউ (ঢাকা), পিজিটি (মেডিসিন) bbox=[1244, 1955, 1412, 1969]
masthead-rule bbox=[9, 97, 1633, 100]
row-label: বিশেষ নির্দেশাবলী bbox=[865, 1014, 1069, 1051]
doctors-list bbox=[833, 1871, 1221, 2178]
row-label: দরপত্রের সূত্র bbox=[865, 759, 1069, 774]
doctor-degree: এমবিবিএস, বিসিএস (স্বাস্থ্য), ডিইএম (এন্ডোক্রাইনোলজি) সদর হাসপাতাল, চুয়াডাঙ্গা। bbox=[883, 2147, 1171, 2157]
column-1 bbox=[9, 106, 408, 1347]
row-number: ৭ bbox=[840, 788, 865, 804]
ad-address: ২৫০ শয্যা বিশিষ্ট জেনারেল হাসপাতাল রোড, মেহেরপুর bbox=[14, 1505, 402, 1519]
row-value: ক) আগ্রহী দরপত্র দাতাগণ বিজ্ঞপ্তি প্রকাশের তারিখ হতে প্রতিদিন অফিস চলাকালীন সময়ে সংশ্লিষ্ট দরপত্র দলিলের মূল্য বাবদ অর্থনৈতিক কোড নং ১-২৭১১-০০০০-২৩৬৬ এ ট্রেজারী চালানের মাধ্যমে সোনালী ব্যাংক জমা দিয়ে দরপত্র দলিল ক্রয় করতে পারবেন। খ) দরপত্র গ্রহনকারী কোন কারণ দর্শানো ব্যতিরেকে যে কোন সময় সকল বা আংশিক দরপত্র গ্রহন/বাতিল করার ক্ষমতা সংরক্ষণ করেন। গ) সর্ব নিম্ন দরদাতাকে কার্যাদেশ প্রদান বাধ্যতামূলক নয়। bbox=[1069, 1014, 1622, 1051]
row-value: উন্মুক্ত দরপত্র পদ্ধতি। bbox=[1069, 788, 1622, 804]
column-2 bbox=[418, 106, 817, 1112]
doctors-list bbox=[420, 1651, 815, 2085]
doctor-specialty: চর্ম, যৌন, এলার্জি ও সেক্স রোগ বিশেষজ্ঞ bbox=[18, 1902, 204, 1914]
row-value: মেহেরপুর bbox=[1069, 729, 1622, 744]
doctor-card bbox=[833, 2107, 1221, 2178]
doctor-card bbox=[210, 1818, 403, 1896]
diagnostic-list bbox=[14, 2004, 402, 2043]
doctor-card bbox=[420, 1918, 815, 1996]
table-cell: ৭৫০/- (সাতশত পঞ্চাশ) টাকা bbox=[1134, 969, 1394, 984]
ad-badge: গোল্ড প্লেটের bbox=[1260, 1663, 1472, 1674]
row-number: ১০ bbox=[840, 834, 865, 849]
doctor-degree: এমবিবিএস, বিসিএস (স্বাস্থ্য) ডি-অর্থো (এফপি) ২৫০ শয্যা বিশিষ্ট জেনারেল হাসপাতাল, মেহেরপুর। bbox=[453, 1968, 782, 1978]
notice-district: মেহেরপুর। bbox=[1210, 594, 1250, 607]
continuation-note: (শেষ পৃষ্ঠার পর) bbox=[1403, 385, 1467, 398]
notice-govt: গণপ্রজাতন্ত্রী বাংলাদেশ সরকার bbox=[1165, 551, 1296, 563]
doctor-degree: এমবিবিএস (আইপিজিএমআর), এফসিপিএস (অর্থো) কনসালটেন্ট, খুলনা মেডিকেল কলেজ ও হাসপাতাল। bbox=[18, 1699, 187, 1719]
continuation-note: (প্রথম পৃষ্ঠার পর) bbox=[583, 291, 652, 304]
diagnostic-item: ডিজিটাল ইসিজি bbox=[326, 2004, 402, 2023]
doctor-degree: এম.বি.বি.এস (এস.এস.এম.সি), বিসিএস (স্বাস্থ্য) ডিডিভি (বঙ্গবন্ধু শেখ মুজিব মেডিকেল বিশ্ববিদ্যালয়) সহকারী সার্জন (চর্ম ও যৌন) ২৫০ শয্যা বিশিষ্ট জেনারেল হাসপাতাল, মেহেরপুর। bbox=[434, 1878, 801, 1899]
diagnostic-item: ইকো bbox=[92, 2004, 168, 2023]
ad-center-name: রাবেয়া মেডিকেল সার্ভিসেস bbox=[102, 1476, 315, 1499]
table-row bbox=[840, 864, 1622, 879]
doctor-card bbox=[420, 1829, 815, 1918]
ad-phone[interactable]: মোবাঃ ০১৭১৯-৮৬০৬৬২ bbox=[1519, 1770, 1604, 1780]
doctor-timing: সময়: প্রতি বৃহস্পতিবার দুপুর ২ টা থেকে সন্ধ্যা ৭ টা bbox=[213, 1953, 378, 1963]
column-header: দরপত্র দলিলের মূল্য (অফেরতযোগ্য) bbox=[1134, 939, 1394, 954]
ad-owner-title: নিউ ভেনাস জুয়েলার্স ও স্বর্ণালংকার বিক্রেতা bbox=[1505, 1739, 1618, 1759]
ad-address: ২৫০ শয্যা বিশিষ্ট জেনারেল হাসপাতাল রোড, মেহেরপুর। bbox=[517, 1617, 719, 1627]
row-number: ১৩ bbox=[840, 879, 865, 894]
article-body: বাজার নিয়ন্ত্রণকারী সংস্থাগুলো যা বলছেন: তবে বাজার নিয়ন্ত্রণকারী সংস্থাগুলোর দাবি পণ্যমূল্য নিয়ন্ত্রণ করতে তারা নানা পদক্ষেপ নিচ্ছে। বাজারে বিভিন্ন পণ্যের অনিয়ম যাচাই ও তদারকি জোরদার করা হয়েছে। এ ব্যাপারে বাংলাদেশ প্রতিযোগিতা কমিশনের চেয়ারম্যান বলেন, প্রতিযোগিতা আইন লঙ্ঘনের দায়ে বেশ কয়েকটি প্রতিষ্ঠানের বিরুদ্ধে মামলা করা হয়েছে। অন্তর্বর্তী সরকার বাজার নিয়ন্ত্রণে সর্বোচ্চ গুরুত্ব দিচ্ছে। নিত্যপণ্যের আমদানি শুল্ক কমানো হয়েছে। ট্রাকসেলের মাধ্যমে কম দামে পণ্য বিক্রি করা হচ্ছে। পাশাপাশি জেলা ও উপজেলা পর্যায়ে টাস্কফোর্স গঠন করা হয়েছে। আশা করা যায়, অচিরেই বাজার স্বাভাবিক হয়ে আসবে। এদিকে ব্যবসায়ীরা বলছেন, সরবরাহ ঘাটতির কারণে দাম বাড়ছে। বন্যায় ফসলের ক্ষতি হওয়ায় সবজির সরবরাহ কমেছে। খুচরা বিক্রেতারা পাইকারি বাজারের দোহাই দিচ্ছেন আর পাইকাররা দায় চাপাচ্ছেন উৎপাদনকারীদের ওপর। সাধারণ ক্রেতারা বলছেন, বাজারে গেলেই হতাশ হয়ে ফিরতে হয়। আয়ের সাথে ব্যয়ের সামঞ্জস্য নেই। bbox=[418, 106, 817, 240]
row-number: ১৮ bbox=[840, 1000, 865, 1015]
article-body: উপজেলা আথমিক শিক্ষা অফিসার সাকি সালাম, কোটচাঁদপুর পৌর মহিলা কলেজের ভারপ্রাপ্ত অধ্যক্ষ শহিদুল ইসলাম, কোটচাঁদপুর সরকারি মডেল পাইলট মাধ্যমিক বিদ্যালয়ের প্রধান শিক্ষক মফিজুর রহমান, শেখ মোস্তাফিজুর হোসেন মাধ্যমিক বিদ্যালয়ের প্রধান শিক্ষক মশিয়ার রহমান, এবং কামনগর সরকারি প্রাথমিক বিদ্যালয় প্রধান শিক্ষক বাবুল হোসেন। অনুষ্ঠান সঞ্চালনায় ছিলেন শেরখালী মাধ্যমিক বিদ্যালয়ের সহকারী শিক্ষক কবির হোসেন। এর আগে উপজেলা চত্বর থেকে একটি র‍্যালি বের হয়ে র‍্যালিটি বিশেষ বিশেষ সড়ক প্রদক্ষিণ করেন। bbox=[1237, 239, 1633, 320]
ad-serial[interactable]: সিরিয়ালের জন্য যোগাযোগ ঃ ০১৭২৮-৭৮৭৬৩৩, ০১৭৯৬-৫৮৬৫৮৯ bbox=[92, 1540, 324, 1550]
diagnostic-item: প্যাথলজি bbox=[92, 2024, 168, 2043]
article-body: নষ্ট না হয়, কোন শিক্ষকের মনে যেন কোন শিক্ষার্থী দুঃখ না দেয় সে বিষয়ে সকলকে সচেতন থাকতে হবে। পিতামাতাদের শিক্ষকদের মর্যাদা সম্পর্কে সন্তানদের সচেতন করে তুলতে হবে। শিক্ষকদের উদ্দেশ্যে তিনি বলেন, জেলা প্রশাসক হিসেবে আমি শিক্ষা ক্ষেত্রে উন্নয়নে সকল সহযোগিতা করবো। শিক্ষার মান উন্নয়নে শিক্ষকদের আরও দায়িত্বশীল হতে হবে। সরকারি বিদ্যালয়ে লেখাপড়ার মান বৃদ্ধি করতে হবে। প্রাইভেট বিদ্যালয়ের সাথে প্রতিযোগিতা করতে পারলে সরকারি বিদ্যালয়ে শিক্ষার্থীরা বেশি বেশি মনোযোগী হবে। bbox=[418, 478, 817, 559]
ad-business-name: সোহাগ ডায়াগনস্টিক সেন্টার bbox=[420, 1570, 815, 1616]
doctor-timing: রোগী দেখার সময়: প্রতি শুক্রবার সকাল ৯টা থেকে বেলা ১২টা পর্যন্ত bbox=[837, 2007, 1218, 2022]
doctor-timing: সময়: প্রতি বুধবার দুপুর ২ টা থেকে সন্ধ্যা ৭ টা bbox=[213, 1873, 362, 1883]
ad-doctor-name: ডাঃ সুকদেব কুমার পাল bbox=[486, 1231, 750, 1266]
continuation-note: (শেষ পৃষ্ঠার পর) bbox=[994, 312, 1060, 323]
doctor-specialty: গাইনী, প্রসূতি ও বন্ধ্যাত্ব রোগ বিশেষজ্ঞ ও সার্জন bbox=[18, 1741, 204, 1752]
ad-doctor-position: কুষ্টিয়া মেডিকেল কলেজ ও হাসপাতাল, কুষ্টিয়া। bbox=[1244, 1989, 1454, 2003]
diagnostic-item: কালার ডপলার bbox=[14, 2024, 90, 2043]
doctor-specialty: নিউরোমেডিসিন বিশেষজ্ঞ bbox=[979, 1876, 1075, 1886]
row-number: ১৪ bbox=[840, 893, 865, 908]
table-row bbox=[840, 834, 1622, 849]
ad-business-name: ডক্টর'স ল্যাব bbox=[977, 1802, 1104, 1831]
doctor-specialty: অর্থোপেডিক, বক্ষব্যাধি, যক্ষা ও মেডিসিন বিশেষজ্ঞ bbox=[18, 1658, 204, 1682]
ad-headline: শিরার সমস্যা, হাড় ব্যথা, হাড় ক্ষয় bbox=[1239, 1791, 1631, 1831]
doctor-name: সহযোগী অধ্যাপক ডাঃ এম কায়সার bbox=[933, 1973, 1121, 1990]
doctor-name: ডাঃ মোঃ মাহমুদুর রহমান (শিমুল) bbox=[425, 1670, 810, 1698]
ad-rabeya-medical[interactable] bbox=[9, 1351, 408, 1550]
bangle-icon bbox=[1353, 1705, 1389, 1740]
row-value: স্মারক নং মেজেহা/ দরপত্র বিজ্ঞপ্তি/২০২৪/৯১৮ bbox=[1069, 759, 1622, 774]
table-cell: ৩ bbox=[866, 984, 922, 999]
masthead-name[interactable]: মেহেরপুর প্রতিদিন bbox=[12, 30, 272, 74]
article-body: এদিকে অস্থিরতা তৈরি হয়েছে ডিমের বাজারে। সরবরাহ থাকলেও ডিমের দাম নিয়ন্ত্রণে আনতে পারছে না সরকার। প্রতি ডজন ডিম বিক্রি হচ্ছে ১৭০ থেকে ১৭২ টাকায়। এক মাস আগে প্রতি ডজন ডিম ১৫০ থেকে ১৫৫ টাকা বিক্রি হয়েছে। অনুরূপভাবে ব্রয়লার মুরগি প্রতি কেজি ১৮০ থেকে ১৯০ টাকা বিক্রি হচ্ছে, যা আগের তুলনায় ২০ টাকা বেশি। সোনালী মুরগির দাম কেজিতে ২০ টাকা বেড়ে ২৮০ থেকে ৩০০ টাকায় বিক্রি হচ্ছে। এক মাসের ব্যবধানে চালের দাম কেজিতে ২ থেকে ৫ টাকা পর্যন্ত বেড়েছে। সবজির বাজার ঘুরে দেখা যায়- শিম, পটল, পাকা টমেটো, ঝিঙ্গা, করলা, বেগুনসহ বিভিন্ন সবজির দাম বেড়েছে কেজিতে ২০ থেকে ৫০ টাকা পর্যন্ত। কাঁচা মরিচ কেজিপ্রতি ৩২০ টাকা থেকে ৪০০ টাকায় বিক্রি হচ্ছে। bbox=[9, 565, 408, 672]
signature-date: 05.10.2024 bbox=[1478, 1059, 1560, 1076]
row-number: ৫ bbox=[840, 759, 865, 774]
article-body: আজাদুল হোসেন মিন্টু সভাপতিত্বে এসময় বিশেষ অতিথি হিসেবে উপস্থিত ছিলেন মেহেরপুর সদর উপজেলা বিএনপির সভাপতি অ্যাডভোকেট মারুফ আহমেদ বিজন। bbox=[418, 645, 817, 672]
doctor-name: ডাঃ মোঃ আব্দুল কাদের bbox=[963, 2126, 1091, 2143]
table-row bbox=[840, 729, 1622, 744]
doctor-degree: এমবিবিএস, এমএস (অর্থো) সহকারী অধ্যাপক, অর্থোপেডিক বিভাগ কুষ্টিয়া মেডিকেল কলেজ ও হাসপাতাল। bbox=[213, 1770, 364, 1799]
table-row bbox=[866, 984, 1621, 999]
doctor-specialty: মেডিসিন, ডায়াবেটিস ও বাত-ব্যথা রোগ বিশেষজ্ঞ bbox=[213, 1658, 398, 1669]
doctor-timing: রোগী দেখার সময় প্রতি সোমবার দুপুর ২টা থেকে সন্ধ্যা ৬টা পর্যন্ত। bbox=[837, 2160, 1218, 2175]
row-value: ১)পিপিএ-২০০৬,পিপিআর -২০০৮,সংশোধিত পিপিআর-২০১৬ইং এবং বাজেট ও সংশ্লিষ্ট ওয়েব সাইটে দরপত্রের সাথে সংযুক্ত শর্তাবলি প্রযোজ্য। bbox=[1069, 923, 1622, 938]
